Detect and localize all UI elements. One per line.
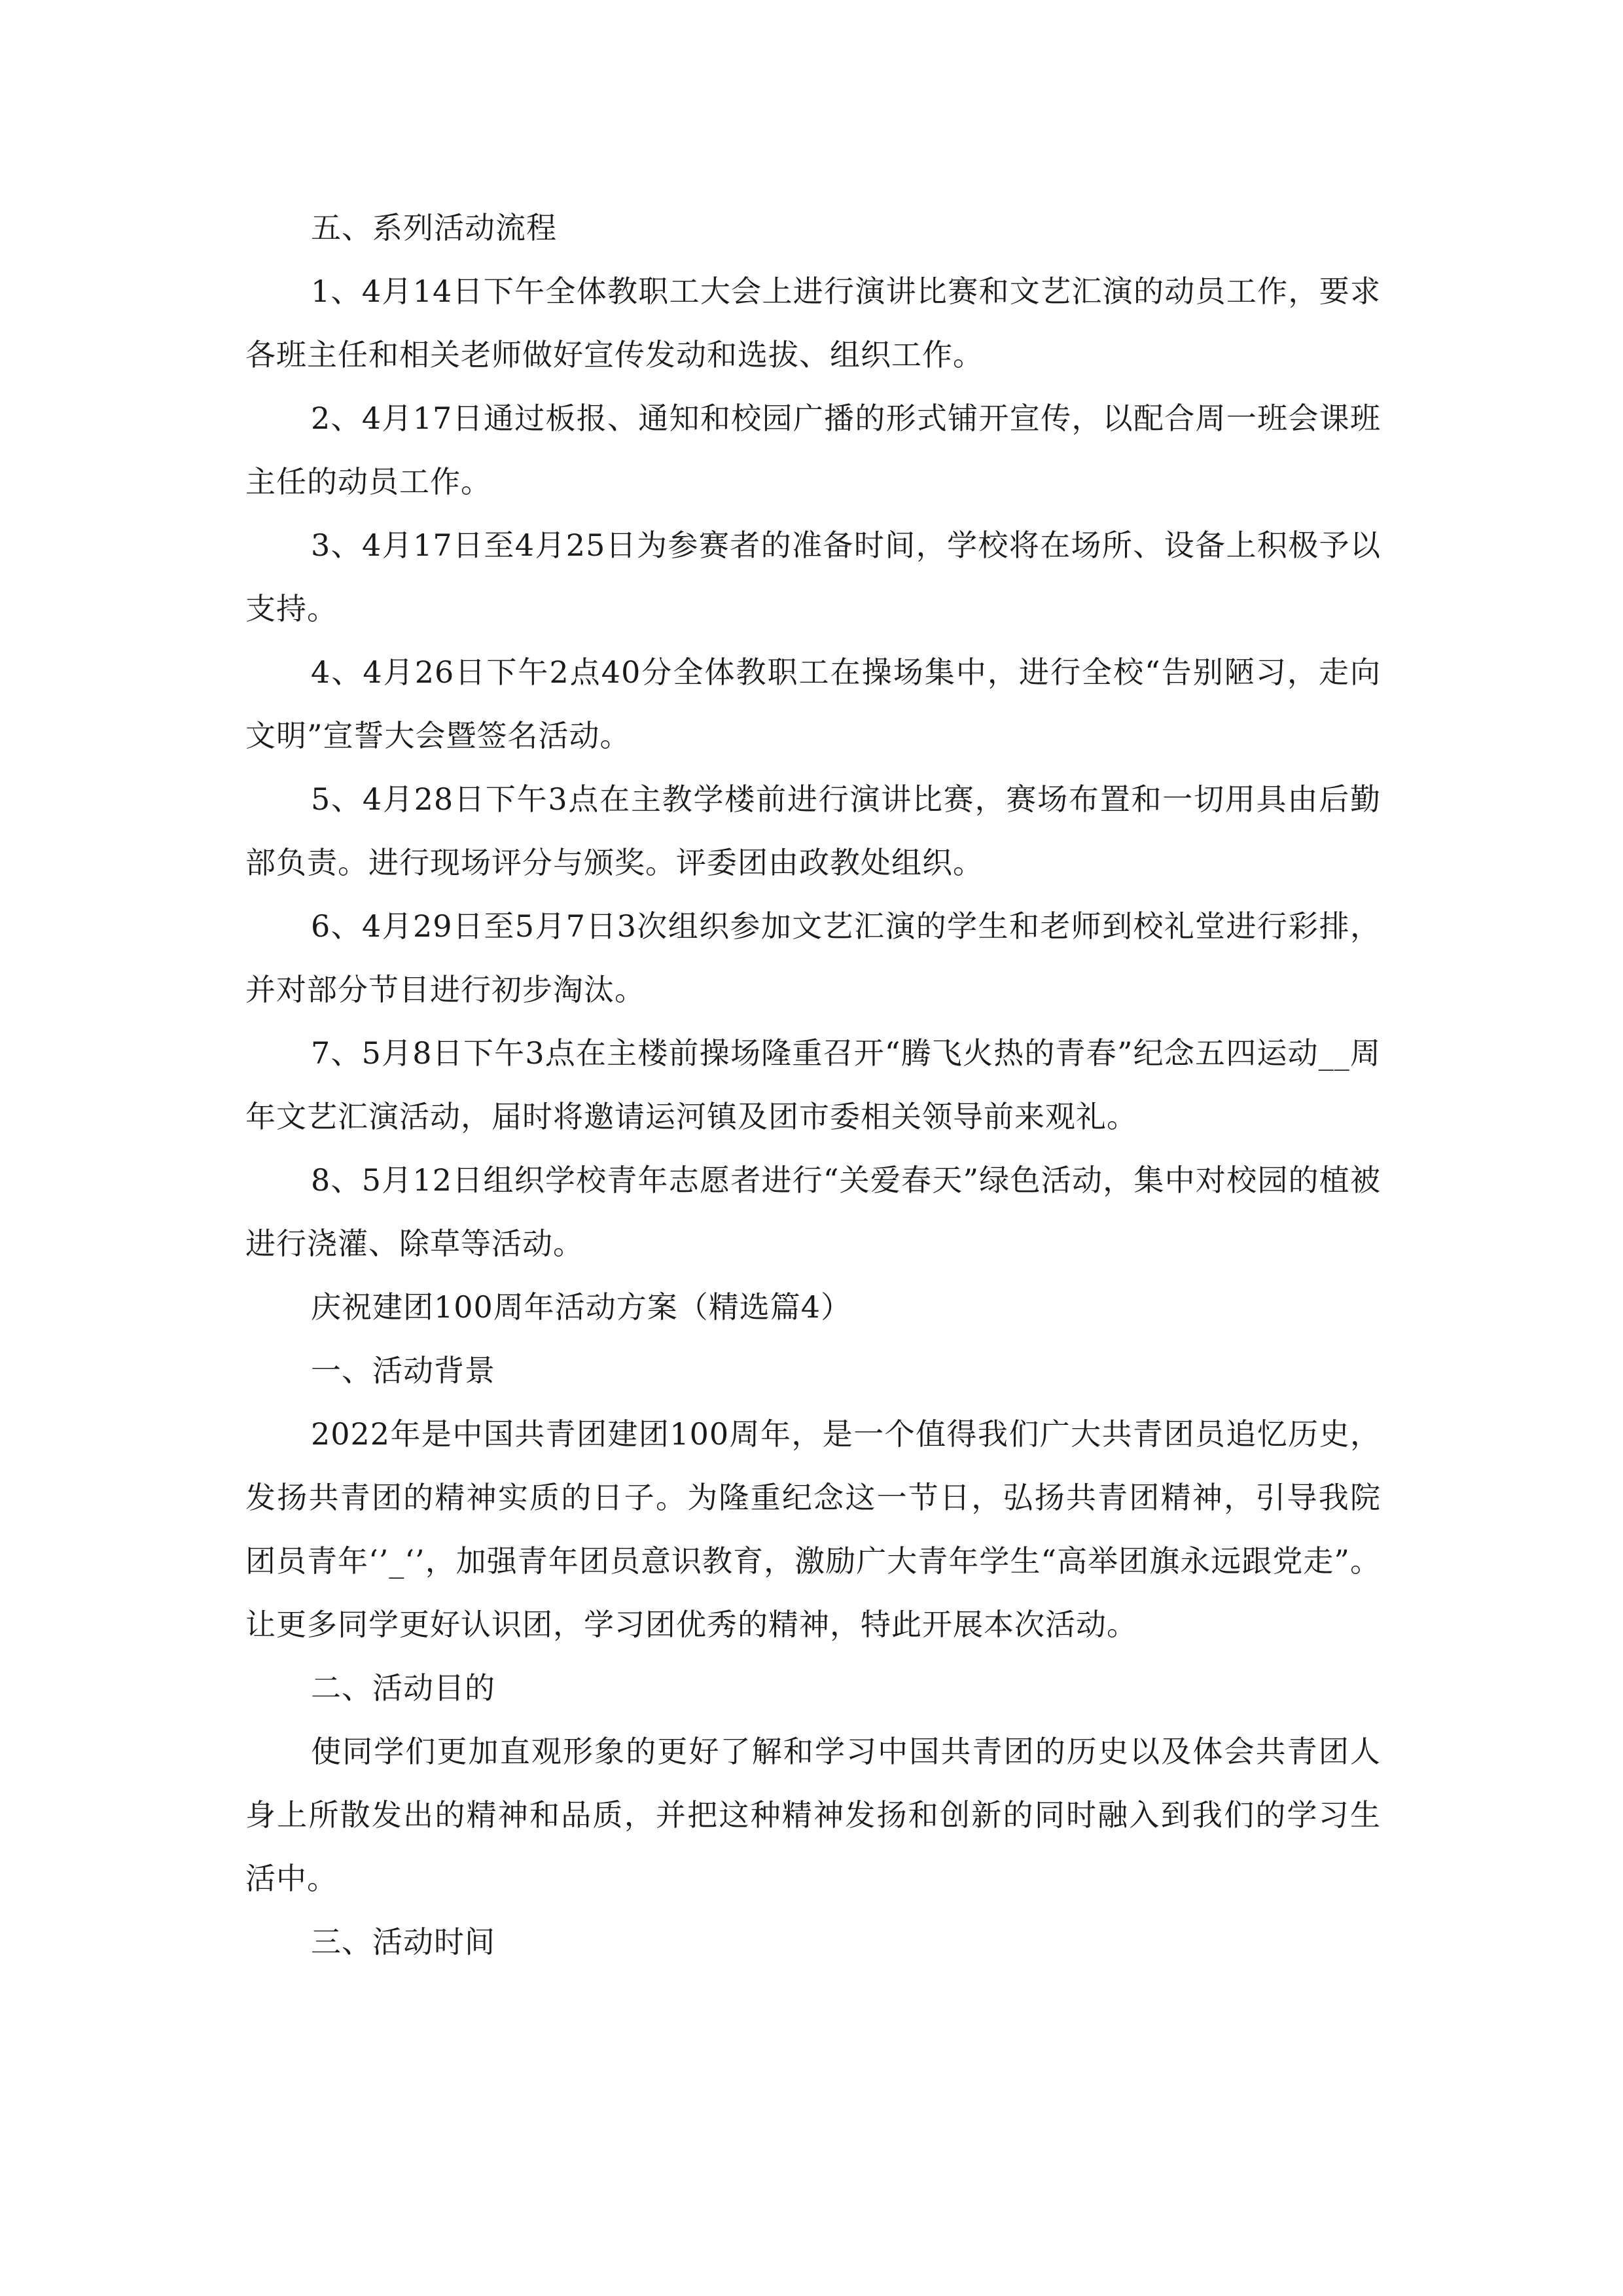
section-heading-activity-process: 五、系列活动流程	[311, 210, 557, 245]
paragraph-purpose: 使同学们更加直观形象的更好了解和学习中国共青团的历史以及体会共青团人身上所散发出的精神和品质，并把这种精神发扬和创新的同时融入到我们的学习生活中。	[245, 1734, 1381, 1896]
paragraph-step-1: 1、4月14日下午全体教职工大会上进行演讲比赛和文艺汇演的动员工作，要求各班主任和相关老师做好宣传发动和选拔、组织工作。	[245, 274, 1381, 372]
paragraph-step-3: 3、4月17日至4月25日为参赛者的准备时间，学校将在场所、设备上积极予以支持。	[245, 528, 1381, 626]
paragraph-step-4: 4、4月26日下午2点40分全体教职工在操场集中，进行全校“告别陋习，走向文明”宣誓大会暨签名活动。	[245, 655, 1381, 753]
paragraph-background: 2022年是中国共青团建团100周年，是一个值得我们广大共青团员追忆历史，发扬共青团的精神实质的日子。为隆重纪念这一节日，弘扬共青团精神，引导我院团员青年‘’_‘’，加强青年团员意识教育，激励广大青年学生“高举团旗永远跟党走”。让更多同学更好认识团，学习团优秀的精神，特此开展本次活动。	[245, 1416, 1381, 1642]
paragraph-step-6: 6、4月29日至5月7日3次组织参加文艺汇演的学生和老师到校礼堂进行彩排，并对部分节目进行初步淘汰。	[245, 908, 1381, 1007]
document-body	[245, 196, 1381, 1974]
section-heading-background: 一、活动背景	[311, 1353, 495, 1388]
paragraph-step-8: 8、5月12日组织学校青年志愿者进行“关爱春天”绿色活动，集中对校园的植被进行浇灌、除草等活动。	[245, 1162, 1381, 1261]
paragraph-step-5: 5、4月28日下午3点在主教学楼前进行演讲比赛，赛场布置和一切用具由后勤部负责。进行现场评分与颁奖。评委团由政教处组织。	[245, 781, 1381, 880]
paragraph-step-2: 2、4月17日通过板报、通知和校园广播的形式铺开宣传，以配合周一班会课班主任的动员工作。	[245, 401, 1381, 499]
paragraph-step-7: 7、5月8日下午3点在主楼前操场隆重召开“腾飞火热的青春”纪念五四运动__周年文艺汇演活动，届时将邀请运河镇及团市委相关领导前来观礼。	[245, 1035, 1381, 1134]
section-heading-purpose: 二、活动目的	[311, 1670, 495, 1706]
section-heading-time: 三、活动时间	[311, 1924, 495, 1960]
plan-title: 庆祝建团100周年活动方案（精选篇4）	[311, 1289, 852, 1325]
